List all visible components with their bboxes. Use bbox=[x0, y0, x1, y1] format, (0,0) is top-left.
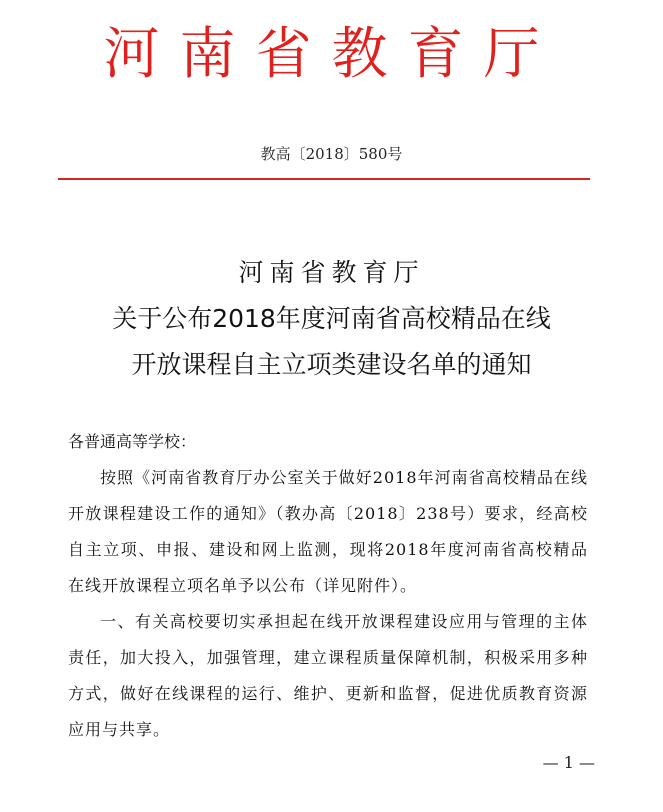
document-number: 教高〔2018〕580号 bbox=[260, 145, 403, 163]
title-line-1: 河南省教育厅 bbox=[238, 258, 425, 287]
title-line-2: 关于公布2018年度河南省高校精品在线 bbox=[112, 304, 551, 333]
title-line-3: 开放课程自主立项类建设名单的通知 bbox=[131, 350, 532, 379]
paragraph-2: 一、有关高校要切实承担起在线开放课程建设应用与管理的主体责任，加大投入，加强管理，建立课程质量保障机制，积极采用多种方式，做好在线课程的运行、维护、更新和监督，促进优质教育资源应用与共享。 bbox=[68, 612, 588, 739]
red-divider-line bbox=[58, 178, 590, 180]
letterhead-title: 河南省教育厅 bbox=[103, 22, 560, 87]
page-number: — 1 — bbox=[542, 753, 595, 772]
notice-body bbox=[68, 424, 588, 748]
salutation: 各普通高等学校： bbox=[68, 432, 197, 451]
notice-title bbox=[0, 250, 663, 388]
paragraph-1: 按照《河南省教育厅办公室关于做好2018年河南省高校精品在线开放课程建设工作的通知》（教办高〔2018〕238号）要求，经高校自主立项、申报、建设和网上监测，现将2018年度河南省高校精品在线开放课程立项名单予以公布（详见附件）。 bbox=[68, 468, 588, 595]
